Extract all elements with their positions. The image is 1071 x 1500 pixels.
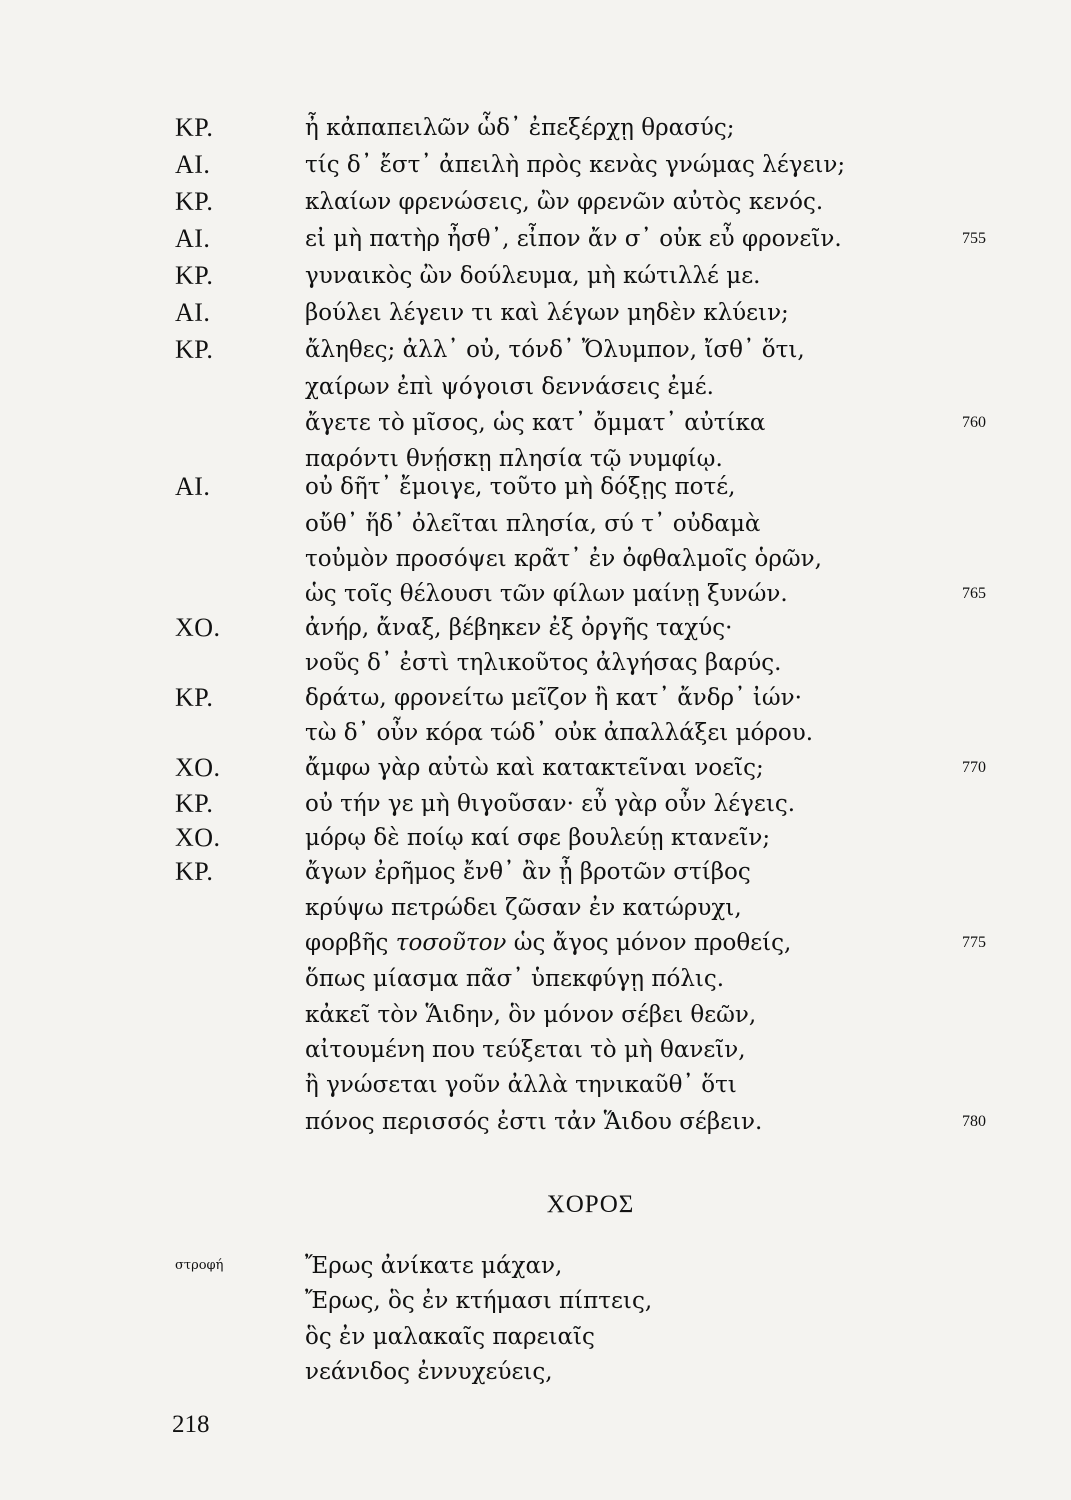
verse-text: ἢ γνώσεται γοῦν ἀλλὰ τηνικαῦθ᾽ ὅτι xyxy=(305,1072,737,1098)
ode-line xyxy=(0,1319,1071,1355)
speaker-label: ΧΟ. xyxy=(175,823,221,852)
speaker-label: ΚΡ. xyxy=(175,857,214,886)
ode-text: ὃς ἐν μαλακαῖς παρειαῖς xyxy=(305,1324,595,1350)
verse-line xyxy=(0,184,1071,220)
verse-line xyxy=(0,221,1071,257)
verse-line xyxy=(0,1067,1071,1103)
ode-line xyxy=(0,1354,1071,1390)
line-number: 780 xyxy=(962,1113,986,1130)
verse-text: ἦ κἀπαπειλῶν ὧδ᾽ ἐπεξέρχῃ θρασύς; xyxy=(305,115,735,141)
speaker-label: ΚΡ. xyxy=(175,789,214,818)
verse-text: ἄγετε τὸ μῖσος, ὡς κατ᾽ ὄμματ᾽ αὐτίκα xyxy=(305,410,766,436)
verse-text: εἰ μὴ πατὴρ ἦσθ᾽, εἶπον ἄν σ᾽ οὐκ εὖ φρονεῖν. xyxy=(305,226,842,252)
verse-line xyxy=(0,541,1071,577)
verse-line xyxy=(0,854,1071,890)
ode-text: Ἔρως ἀνίκατε μάχαν, xyxy=(305,1253,563,1279)
verse-text: ἄγων ἐρῆμος ἔνθ᾽ ἂν ᾖ βροτῶν στίβος xyxy=(305,859,751,885)
line-number: 770 xyxy=(962,759,986,776)
speaker-label: ΚΡ. xyxy=(175,261,214,290)
line-number: 755 xyxy=(962,230,986,247)
verse-line xyxy=(0,820,1071,856)
verse-line xyxy=(0,1032,1071,1068)
line-number: 765 xyxy=(962,585,986,602)
verse-line xyxy=(0,147,1071,183)
verse-text: ἄμφω γὰρ αὐτὼ καὶ κατακτεῖναι νοεῖς; xyxy=(305,755,764,781)
verse-line xyxy=(0,405,1071,441)
verse-text: τίς δ᾽ ἔστ᾽ ἀπειλὴ πρὸς κενὰς γνώμας λέγειν; xyxy=(305,152,846,178)
verse-text: παρόντι θνῄσκῃ πλησία τῷ νυμφίῳ. xyxy=(305,446,723,472)
speaker-label: ΧΟ. xyxy=(175,753,221,782)
verse-text xyxy=(305,925,791,961)
section-title xyxy=(0,1188,1071,1222)
verse-line xyxy=(0,258,1071,294)
verse-text: ἀνήρ, ἄναξ, βέβηκεν ἐξ ὀργῆς ταχύς· xyxy=(305,615,733,641)
verse-line xyxy=(0,786,1071,822)
verse-line xyxy=(0,576,1071,612)
verse-text: κρύψω πετρώδει ζῶσαν ἐν κατώρυχι, xyxy=(305,895,742,921)
strophe-label: στροφή xyxy=(175,1258,224,1273)
ode-line xyxy=(0,1248,1071,1284)
verse-line xyxy=(0,961,1071,997)
verse-line xyxy=(0,680,1071,716)
verse-text: βούλει λέγειν τι καὶ λέγων μηδὲν κλύειν; xyxy=(305,300,789,326)
verse-line xyxy=(0,997,1071,1033)
verse-line xyxy=(0,750,1071,786)
verse-text: ὅπως μίασμα πᾶσ᾽ ὑπεκφύγῃ πόλις. xyxy=(305,966,725,992)
speaker-label: ΑΙ. xyxy=(175,298,211,327)
verse-line xyxy=(0,295,1071,331)
verse-line xyxy=(0,890,1071,926)
verse-line xyxy=(0,110,1071,146)
verse-line xyxy=(0,1104,1071,1140)
speaker-label: ΚΡ. xyxy=(175,335,214,364)
verse-text: κλαίων φρενώσεις, ὢν φρενῶν αὐτὸς κενός. xyxy=(305,189,824,215)
speaker-label: ΑΙ. xyxy=(175,224,211,253)
ode-line xyxy=(0,1283,1071,1319)
verse-text: ἄληθες; ἀλλ᾽ οὐ, τόνδ᾽ Ὄλυμπον, ἴσθ᾽ ὅτι, xyxy=(305,337,805,363)
speaker-label: ΚΡ. xyxy=(175,187,214,216)
speaker-label: ΚΡ. xyxy=(175,113,214,142)
verse-text-italic: τοσοῦτον xyxy=(395,930,507,956)
verse-text: αἰτουμένη που τεύξεται τὸ μὴ θανεῖν, xyxy=(305,1037,746,1063)
line-number: 760 xyxy=(962,414,986,431)
verse-text: οὐ δῆτ᾽ ἔμοιγε, τοῦτο μὴ δόξῃς ποτέ, xyxy=(305,474,736,500)
page-number: 218 xyxy=(172,1411,210,1438)
verse-line xyxy=(0,645,1071,681)
verse-text: γυναικὸς ὢν δούλευμα, μὴ κώτιλλέ με. xyxy=(305,263,761,289)
verse-text: οὔθ᾽ ἥδ᾽ ὀλεῖται πλησία, σύ τ᾽ οὐδαμὰ xyxy=(305,511,761,537)
speaker-label: ΑΙ. xyxy=(175,150,211,179)
speaker-label: ΚΡ. xyxy=(175,683,214,712)
verse-line xyxy=(0,925,1071,961)
verse-text-start: φορβῆς xyxy=(305,930,396,956)
verse-text: δράτω, φρονείτω μεῖζον ἢ κατ᾽ ἄνδρ᾽ ἰών· xyxy=(305,685,802,711)
verse-text: νοῦς δ᾽ ἐστὶ τηλικοῦτος ἀλγήσας βαρύς. xyxy=(305,650,782,676)
verse-text: κἀκεῖ τὸν Ἅιδην, ὃν μόνον σέβει θεῶν, xyxy=(305,1002,757,1028)
verse-text: μόρῳ δὲ ποίῳ καί σφε βουλεύῃ κτανεῖν; xyxy=(305,825,771,851)
verse-line xyxy=(0,715,1071,751)
verse-line xyxy=(0,610,1071,646)
section-title-text: ΧΟΡΟΣ xyxy=(546,1191,635,1218)
verse-text: χαίρων ἐπὶ ψόγοισι δεννάσεις ἐμέ. xyxy=(305,374,714,400)
verse-line xyxy=(0,506,1071,542)
ode-text: Ἔρως, ὃς ἐν κτήμασι πίπτεις, xyxy=(305,1288,653,1314)
verse-text: πόνος περισσός ἐστι τἀν Ἅιδου σέβειν. xyxy=(305,1109,763,1135)
speaker-label: ΧΟ. xyxy=(175,613,221,642)
ode-text: νεάνιδος ἐννυχεύεις, xyxy=(305,1359,553,1385)
verse-text: τὼ δ᾽ οὖν κόρα τώδ᾽ οὐκ ἀπαλλάξει μόρου. xyxy=(305,720,814,746)
speaker-label: ΑΙ. xyxy=(175,472,211,501)
verse-text: ὡς τοῖς θέλουσι τῶν φίλων μαίνῃ ξυνών. xyxy=(305,581,788,607)
line-number: 775 xyxy=(962,934,986,951)
verse-text-end: ὡς ἄγος μόνον προθείς, xyxy=(506,930,792,956)
verse-text: τοὐμὸν προσόψει κρᾶτ᾽ ἐν ὀφθαλμοῖς ὁρῶν, xyxy=(305,546,822,572)
verse-line xyxy=(0,469,1071,505)
verse-text: οὐ τήν γε μὴ θιγοῦσαν· εὖ γὰρ οὖν λέγεις. xyxy=(305,791,796,817)
verse-line xyxy=(0,332,1071,368)
verse-line xyxy=(0,369,1071,405)
